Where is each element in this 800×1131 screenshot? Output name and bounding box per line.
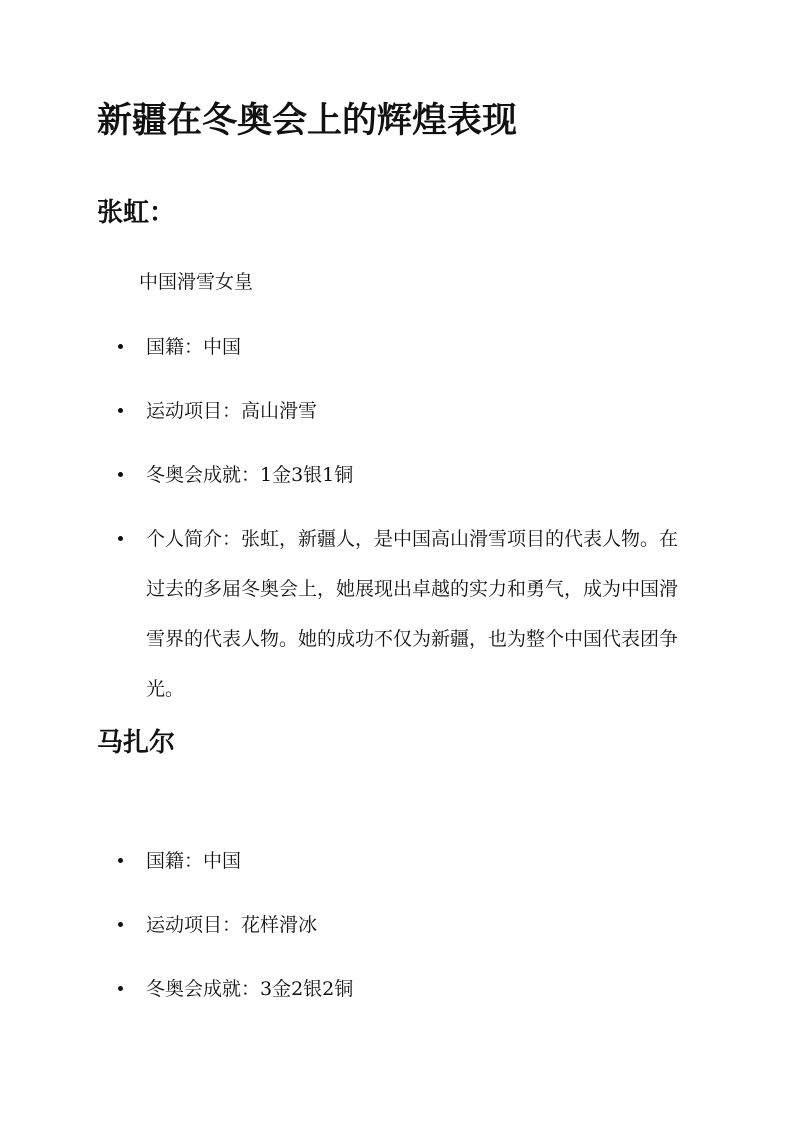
list-item-achievements: 冬奥会成就：1金3银1铜 [0, 450, 692, 500]
athlete-subtitle-zhang-hong: 中国滑雪女皇 [139, 271, 254, 293]
list-item-sport: 运动项目：花样滑冰 [0, 900, 692, 950]
bullet-icon [118, 858, 123, 863]
athlete-heading-zhang-hong: 张虹： [97, 198, 176, 228]
bullet-icon [118, 986, 123, 991]
athlete-heading-ma-zhaer: 马扎尔 [97, 728, 176, 758]
list-item-nationality: 国籍：中国 [0, 322, 692, 372]
bullet-icon [118, 472, 123, 477]
list-item-biography: 个人简介：张虹，新疆人，是中国高山滑雪项目的代表人物。在过去的多届冬奥会上，她展现出卓越的实力和勇气，成为中国滑雪界的代表人物。她的成功不仅为新疆，也为整个中国代表团争光。 [0, 514, 692, 714]
bullet-icon [118, 408, 123, 413]
bullet-icon [118, 536, 123, 541]
list-item-achievements: 冬奥会成就：3金2银2铜 [0, 964, 692, 1014]
athlete-info-list-zhang-hong [0, 322, 800, 728]
page-title: 新疆在冬奥会上的辉煌表现 [97, 100, 518, 141]
list-item-nationality: 国籍：中国 [0, 836, 692, 886]
bullet-icon [118, 922, 123, 927]
bullet-icon [118, 344, 123, 349]
athlete-info-list-ma-zhaer [0, 836, 800, 1028]
list-item-sport: 运动项目：高山滑雪 [0, 386, 692, 436]
